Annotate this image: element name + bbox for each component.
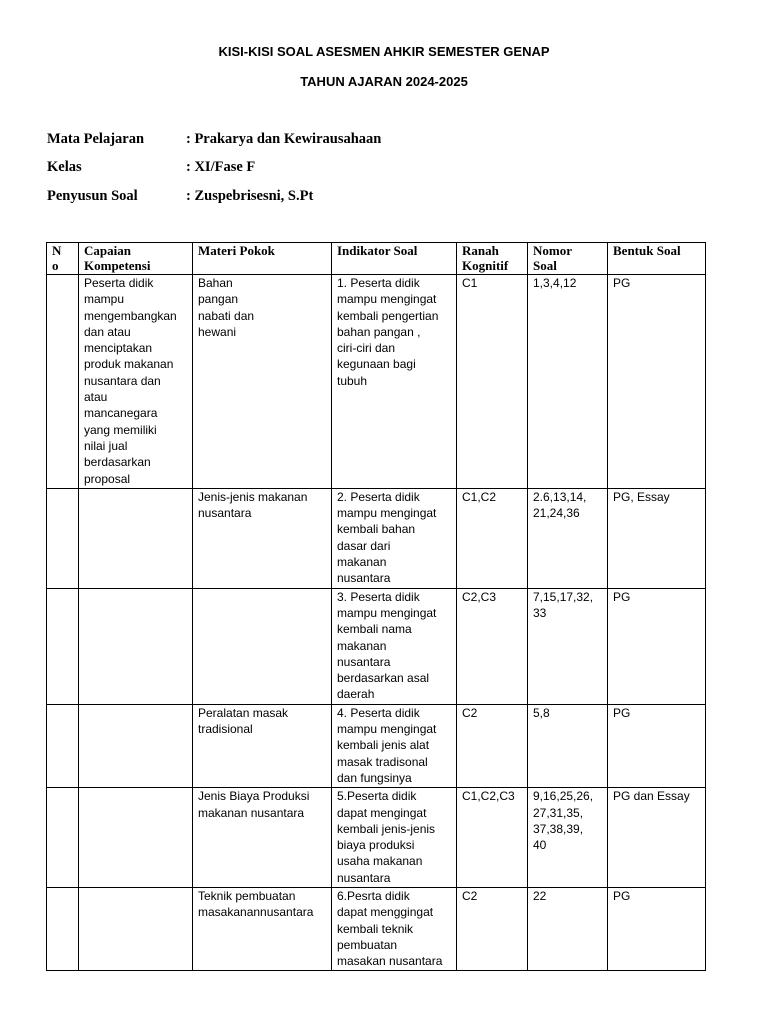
cell-no [47, 588, 79, 704]
meta-subject-label: Mata Pelajaran [47, 131, 145, 147]
cell-no [47, 488, 79, 588]
academic-year-title: TAHUN AJARAN 2024-2025 [300, 74, 468, 89]
cell-no [47, 887, 79, 970]
meta-class-label: Kelas [47, 159, 82, 175]
cell-capaian [79, 488, 193, 588]
cell-no [47, 788, 79, 888]
header-nomor-soal: Nomor Soal [528, 243, 608, 275]
cell-capaian [79, 788, 193, 888]
kisi-kisi-table [46, 242, 706, 971]
cell-bentuk: PG dan Essay [608, 788, 706, 888]
cell-no [47, 704, 79, 787]
header-indikator-soal: Indikator Soal [332, 243, 457, 275]
meta-class-row [47, 159, 255, 176]
cell-capaian [79, 704, 193, 787]
table-row [47, 887, 706, 970]
header-materi-pokok: Materi Pokok [193, 243, 332, 275]
cell-nomor: 22 [528, 887, 608, 970]
table-header-row [47, 243, 706, 275]
cell-indikator: 1. Peserta didik mampu mengingat kembali pengertian bahan pangan , ciri-ciri dan kegunaan bagi tubuh [332, 275, 457, 489]
cell-indikator: 2. Peserta didik mampu mengingat kembali bahan dasar dari makanan nusantara [332, 488, 457, 588]
cell-indikator: 6.Pesrta didik dapat menggingat kembali teknik pembuatan masakan nusantara [332, 887, 457, 970]
document-title: KISI-KISI SOAL ASESMEN AHKIR SEMESTER GENAP [218, 44, 550, 59]
table-row [47, 704, 706, 787]
cell-ranah: C2,C3 [457, 588, 528, 704]
cell-indikator: 4. Peserta didik mampu mengingat kembali jenis alat masak tradisonal dan fungsinya [332, 704, 457, 787]
cell-materi: Jenis Biaya Produksi makanan nusantara [193, 788, 332, 888]
table-row [47, 488, 706, 588]
header-capaian-kompetensi: Capaian Kompetensi [79, 243, 193, 275]
cell-nomor: 5,8 [528, 704, 608, 787]
header-bentuk-soal: Bentuk Soal [608, 243, 706, 275]
cell-nomor: 1,3,4,12 [528, 275, 608, 489]
cell-materi: Peralatan masak tradisional [193, 704, 332, 787]
cell-ranah: C1,C2 [457, 488, 528, 588]
cell-capaian [79, 588, 193, 704]
cell-nomor: 7,15,17,32, 33 [528, 588, 608, 704]
meta-subject-value: : Prakarya dan Kewirausahaan [186, 131, 382, 147]
cell-indikator: 5.Peserta didik dapat mengingat kembali jenis-jenis biaya produksi usaha makanan nusantara [332, 788, 457, 888]
meta-class-value: : XI/Fase F [186, 159, 256, 175]
meta-author-label: Penyusun Soal [47, 188, 138, 204]
cell-indikator: 3. Peserta didik mampu mengingat kembali nama makanan nusantara berdasarkan asal daerah [332, 588, 457, 704]
meta-author-value: : Zuspebrisesni, S.Pt [186, 188, 314, 204]
cell-capaian [79, 887, 193, 970]
meta-subject-row [47, 131, 381, 148]
cell-bentuk: PG [608, 704, 706, 787]
cell-materi: Bahan pangan nabati dan hewani [193, 275, 332, 489]
header-ranah-kognitif: Ranah Kognitif [457, 243, 528, 275]
cell-ranah: C1 [457, 275, 528, 489]
cell-nomor: 9,16,25,26, 27,31,35, 37,38,39, 40 [528, 788, 608, 888]
table-row [47, 788, 706, 888]
cell-bentuk: PG, Essay [608, 488, 706, 588]
header-no: N o [47, 243, 79, 275]
cell-nomor: 2.6,13,14, 21,24,36 [528, 488, 608, 588]
cell-ranah: C2 [457, 887, 528, 970]
cell-materi: Teknik pembuatan masakanannusantara [193, 887, 332, 970]
cell-bentuk: PG [608, 887, 706, 970]
cell-bentuk: PG [608, 588, 706, 704]
cell-capaian: Peserta didik mampu mengembangkan dan atau menciptakan produk makanan nusantara dan atau mancanegara yang memiliki nilai jual berdasarkan proposal [79, 275, 193, 489]
cell-ranah: C2 [457, 704, 528, 787]
table-row [47, 588, 706, 704]
cell-no [47, 275, 79, 489]
cell-materi: Jenis-jenis makanan nusantara [193, 488, 332, 588]
cell-bentuk: PG [608, 275, 706, 489]
table-row [47, 275, 706, 489]
meta-author-row [47, 188, 313, 205]
cell-materi [193, 588, 332, 704]
cell-ranah: C1,C2,C3 [457, 788, 528, 888]
